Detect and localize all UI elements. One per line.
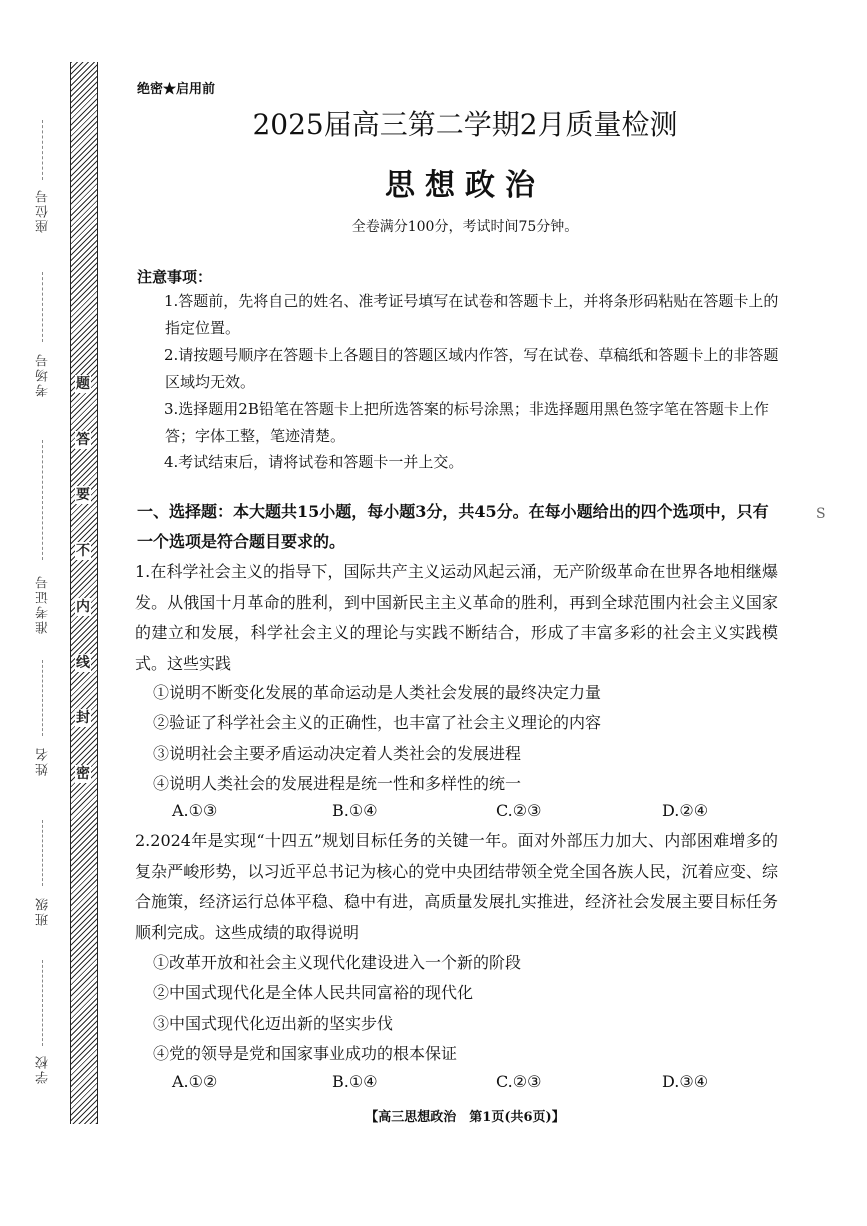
- question-1-stem: 1.在科学社会主义的指导下，国际共产主义运动风起云涌，无产阶级革命在世界各地相继爆发。从俄国十月革命的胜利，到中国新民主主义革命的胜利，再到全球范围内社会主义国家的建立和发展，科学社会主义的理论与实践不断结合，形成了丰富多彩的社会主义实践模式。这些实践: [135, 562, 778, 673]
- q2-option-c: C.②③: [496, 1072, 542, 1091]
- question-2-stem: 2.2024年是实现“十四五”规划目标任务的关键一年。面对外部压力加大、内部困难增多的复杂严峻形势，以习近平总书记为核心的党中央团结带领全党全国各族人民，沉着应变、综合施策，经济运行总体平稳、稳中有进，高质量发展扎实推进，经济社会发展主要目标任务顺利完成。这些成绩的取得说明: [135, 831, 778, 942]
- notice-item: 4.考试结束后，请将试卷和答题卡一并上交。: [164, 453, 464, 471]
- seal-char: 不: [76, 543, 90, 560]
- q2-statement-4: ④党的领导是党和国家事业成功的根本保证: [153, 1044, 458, 1063]
- q1-statement-2: ②验证了科学社会主义的正确性，也丰富了社会主义理论的内容: [153, 713, 602, 732]
- seal-char: 线: [76, 654, 90, 671]
- total-info: 全卷满分100分，考试时间75分钟。: [351, 219, 579, 235]
- field-line: [42, 960, 44, 1046]
- q2-statement-3: ③中国式现代化迈出新的坚实步伐: [153, 1014, 394, 1033]
- q2-option-b: B.①④: [332, 1072, 378, 1091]
- field-school: 学校: [36, 1054, 51, 1084]
- field-line: [42, 660, 44, 736]
- seal-char: 内: [76, 598, 90, 615]
- field-exam-room: 考场号: [36, 352, 51, 397]
- notice-item: 2.请按题号顺序在答题卡上各题目的答题区域内作答，写在试卷、草稿纸和答题卡上的非答题区域均无效。: [164, 346, 779, 391]
- field-seat-number: 座位号: [36, 188, 51, 233]
- q1-statement-4: ④说明人类社会的发展进程是统一性和多样性的统一: [153, 774, 522, 793]
- secret-mark: 绝密★启用前: [137, 82, 216, 97]
- field-admission-number: 准考证号: [36, 574, 51, 634]
- seal-char: 要: [76, 487, 90, 504]
- q1-option-c: C.②③: [496, 801, 542, 820]
- section-heading: 一、选择题：本大题共15小题，每小题3分，共45分。在每小题给出的四个选项中，只有一个选项是符合题目要求的。: [137, 502, 769, 551]
- field-line: [42, 820, 44, 886]
- exam-title: 2025届高三第二学期2月质量检测: [252, 108, 678, 141]
- notice-item: 1.答题前，先将自己的姓名、准考证号填写在试卷和答题卡上，并将条形码粘贴在答题卡上的指定位置。: [164, 292, 779, 337]
- field-name: 姓名: [36, 746, 51, 776]
- seal-char: 密: [76, 765, 90, 782]
- field-class: 班级: [36, 896, 51, 926]
- page-footer: 【高三思想政治 第1页(共6页)】: [365, 1110, 565, 1125]
- q1-option-b: B.①④: [332, 801, 378, 820]
- notice-item: 3.选择题用2B铅笔在答题卡上把所选答案的标号涂黑；非选择题用黑色签字笔在答题卡上作答；字体工整，笔迹清楚。: [164, 400, 769, 445]
- q1-option-a: A.①③: [172, 801, 218, 820]
- seal-char: 封: [76, 710, 90, 727]
- seal-char: 答: [76, 431, 90, 448]
- binding-seal-text: [73, 375, 93, 783]
- subject-title: 思想政治: [385, 168, 545, 203]
- q2-option-a: A.①②: [172, 1072, 218, 1091]
- margin-mark: S: [816, 506, 826, 522]
- notice-heading: 注意事项：: [137, 268, 213, 286]
- q2-option-d: D.③④: [662, 1072, 709, 1091]
- q1-option-d: D.②④: [662, 801, 709, 820]
- q1-statement-3: ③说明社会主要矛盾运动决定着人类社会的发展进程: [153, 744, 522, 763]
- seal-char: 题: [76, 376, 90, 392]
- q1-statement-1: ①说明不断变化发展的革命运动是人类社会发展的最终决定力量: [153, 683, 602, 702]
- q2-statement-2: ②中国式现代化是全体人民共同富裕的现代化: [153, 983, 474, 1002]
- q2-statement-1: ①改革开放和社会主义现代化建设进入一个新的阶段: [153, 953, 522, 972]
- field-line: [42, 272, 44, 342]
- field-line: [42, 440, 44, 560]
